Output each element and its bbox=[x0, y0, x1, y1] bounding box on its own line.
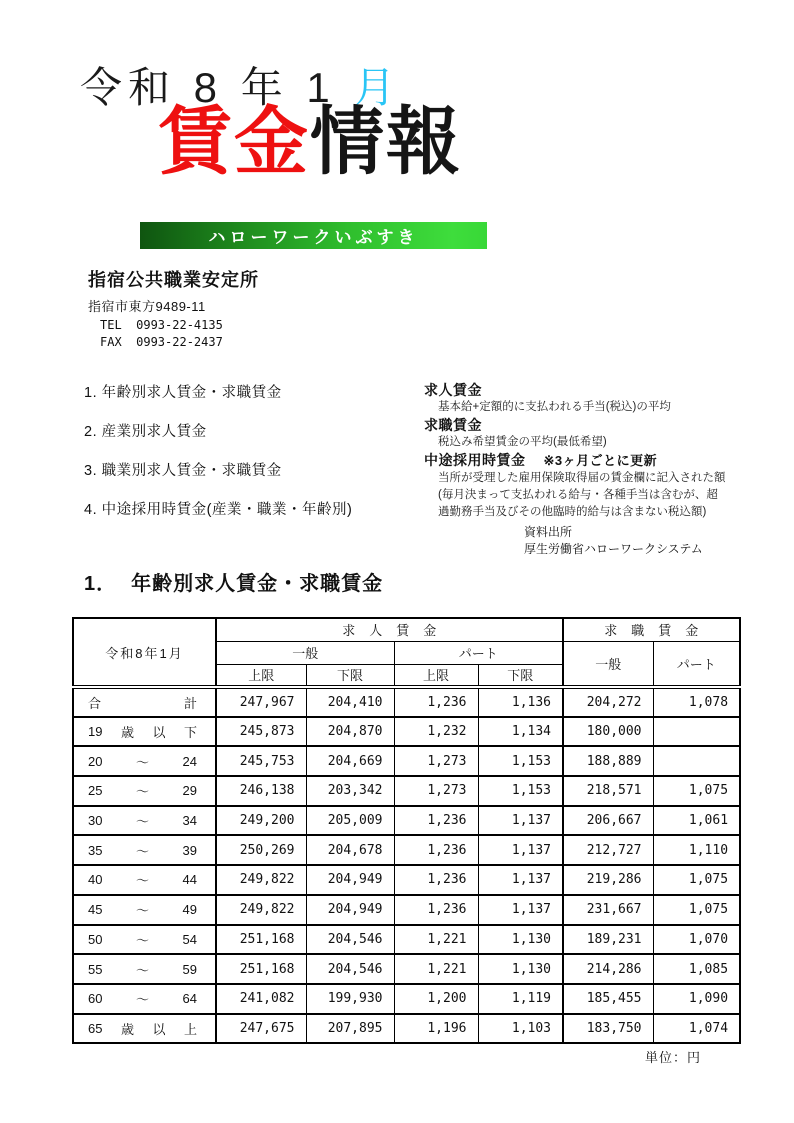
age-label bbox=[74, 989, 215, 1008]
wage-value-cell: 1,070 bbox=[653, 925, 740, 955]
age-label-part: 40 bbox=[88, 872, 103, 888]
wage-value-cell: 1,221 bbox=[394, 954, 478, 984]
wage-value-cell: 206,667 bbox=[563, 806, 653, 836]
age-label bbox=[74, 1019, 215, 1038]
wage-value-cell: 1,137 bbox=[478, 895, 563, 925]
header-seek-general: 一般 bbox=[563, 641, 653, 687]
wage-value-cell: 249,200 bbox=[216, 806, 306, 836]
age-label-part: 29 bbox=[182, 783, 197, 799]
age-label bbox=[74, 811, 215, 830]
wage-value-cell: 204,546 bbox=[306, 925, 394, 955]
glossary-desc-midcareer-3: 過勤務手当及びその他臨時的給与は含まない税込額) bbox=[438, 506, 707, 518]
age-label-part: 39 bbox=[182, 842, 197, 858]
table-row bbox=[73, 895, 740, 925]
table-row bbox=[73, 776, 740, 806]
wage-value-cell: 1,075 bbox=[653, 895, 740, 925]
age-label-part: ～ bbox=[135, 992, 149, 1008]
table-row bbox=[73, 984, 740, 1014]
age-label-part: 34 bbox=[182, 813, 197, 829]
age-label-cell bbox=[73, 1014, 216, 1044]
wage-value-cell: 1,130 bbox=[478, 954, 563, 984]
wage-value-cell: 203,342 bbox=[306, 776, 394, 806]
header-offer-general-upper: 上限 bbox=[216, 664, 306, 687]
page-title-wage: 賃金 bbox=[158, 100, 310, 183]
age-label-part: ～ bbox=[135, 932, 149, 948]
wage-value-cell: 1,137 bbox=[478, 806, 563, 836]
wage-value-cell: 1,153 bbox=[478, 746, 563, 776]
glossary bbox=[424, 381, 734, 521]
glossary-desc-job-offer-wage: 基本給+定額的に支払われる手当(税込)の平均 bbox=[438, 401, 671, 413]
office-info bbox=[88, 266, 259, 349]
header-offer-general-lower: 下限 bbox=[306, 664, 394, 687]
age-label-part: 44 bbox=[182, 872, 197, 888]
wage-value-cell: 1,236 bbox=[394, 895, 478, 925]
glossary-term-midcareer-note: ※3ヶ月ごとに更新 bbox=[543, 453, 658, 468]
wage-value-cell: 1,273 bbox=[394, 776, 478, 806]
table-row bbox=[73, 1014, 740, 1044]
age-label-cell bbox=[73, 717, 216, 747]
header-offer-part: パート bbox=[394, 641, 563, 664]
wage-value-cell: 1,085 bbox=[653, 954, 740, 984]
wage-value-cell: 245,753 bbox=[216, 746, 306, 776]
wage-value-cell: 204,272 bbox=[563, 687, 653, 717]
wage-value-cell: 1,103 bbox=[478, 1014, 563, 1044]
header-offer-general: 一般 bbox=[216, 641, 394, 664]
table-row bbox=[73, 687, 740, 717]
wage-value-cell: 204,546 bbox=[306, 954, 394, 984]
wage-value-cell: 245,873 bbox=[216, 717, 306, 747]
age-label-part: 55 bbox=[88, 961, 103, 977]
table-row bbox=[73, 925, 740, 955]
wage-value-cell: 231,667 bbox=[563, 895, 653, 925]
table-corner-date-cell: 令和8年1月 bbox=[73, 618, 216, 687]
page-title bbox=[158, 101, 462, 182]
wage-value-cell: 204,678 bbox=[306, 835, 394, 865]
age-label-part: 計 bbox=[183, 695, 197, 711]
age-label-part: 59 bbox=[182, 961, 197, 977]
office-name: 指宿公共職業安定所 bbox=[88, 270, 259, 290]
wage-value-cell: 1,236 bbox=[394, 806, 478, 836]
age-label bbox=[74, 781, 215, 800]
contents-item-3: 3. 職業別求人賃金・求職賃金 bbox=[84, 463, 282, 479]
wage-value-cell: 1,236 bbox=[394, 835, 478, 865]
data-source-label: 資料出所 bbox=[524, 525, 573, 539]
age-label bbox=[74, 693, 215, 712]
wage-value-cell: 204,949 bbox=[306, 865, 394, 895]
age-label bbox=[74, 722, 215, 741]
wage-value-cell: 212,727 bbox=[563, 835, 653, 865]
section1-title-text: 年齢別求人賃金・求職賃金 bbox=[131, 573, 384, 595]
wage-value-cell: 246,138 bbox=[216, 776, 306, 806]
age-label-part: 上 bbox=[183, 1021, 197, 1037]
age-label bbox=[74, 900, 215, 919]
wage-value-cell: 183,750 bbox=[563, 1014, 653, 1044]
age-label bbox=[74, 960, 215, 979]
wage-value-cell: 1,137 bbox=[478, 865, 563, 895]
section1-number: 1． bbox=[84, 573, 118, 595]
contents-item-2: 2. 産業別求人賃金 bbox=[84, 424, 207, 440]
contents-item-4: 4. 中途採用時賃金(産業・職業・年齢別) bbox=[84, 502, 353, 518]
age-label-part: 60 bbox=[88, 991, 103, 1007]
wage-value-cell: 204,669 bbox=[306, 746, 394, 776]
wage-value-cell: 1,196 bbox=[394, 1014, 478, 1044]
glossary-desc-midcareer-1: 当所が受理した雇用保険取得届の賃金欄に記入された額 bbox=[438, 472, 726, 484]
table-row bbox=[73, 835, 740, 865]
wage-value-cell: 189,231 bbox=[563, 925, 653, 955]
age-label-cell bbox=[73, 746, 216, 776]
wage-value-cell: 249,822 bbox=[216, 865, 306, 895]
wage-value-cell: 1,232 bbox=[394, 717, 478, 747]
wage-value-cell: 247,967 bbox=[216, 687, 306, 717]
glossary-desc-midcareer-2: (毎月決まって支払われる給与・各種手当は含むが、超 bbox=[438, 489, 718, 501]
wage-value-cell: 1,130 bbox=[478, 925, 563, 955]
wage-value-cell: 247,675 bbox=[216, 1014, 306, 1044]
wage-value-cell: 1,134 bbox=[478, 717, 563, 747]
age-label-cell bbox=[73, 806, 216, 836]
age-label-cell bbox=[73, 954, 216, 984]
contents-item-1: 1. 年齢別求人賃金・求職賃金 bbox=[84, 385, 282, 401]
wage-value-cell: 241,082 bbox=[216, 984, 306, 1014]
table-row bbox=[73, 865, 740, 895]
wage-value-cell: 188,889 bbox=[563, 746, 653, 776]
wage-value-cell: 1,221 bbox=[394, 925, 478, 955]
age-label-part: 49 bbox=[182, 902, 197, 918]
wage-value-cell: 199,930 bbox=[306, 984, 394, 1014]
wage-value-cell: 1,236 bbox=[394, 865, 478, 895]
wage-value-cell: 207,895 bbox=[306, 1014, 394, 1044]
glossary-term-midcareer-wage bbox=[424, 451, 734, 470]
wage-value-cell: 249,822 bbox=[216, 895, 306, 925]
wage-value-cell bbox=[653, 746, 740, 776]
age-label-part: ～ bbox=[135, 962, 149, 978]
age-label bbox=[74, 870, 215, 889]
table-row bbox=[73, 717, 740, 747]
wage-value-cell: 1,273 bbox=[394, 746, 478, 776]
age-label-part: 19 bbox=[88, 724, 103, 740]
section1-title bbox=[84, 567, 383, 596]
wage-value-cell: 1,153 bbox=[478, 776, 563, 806]
wage-value-cell: 1,119 bbox=[478, 984, 563, 1014]
hellowork-banner-label: ハローワークいぶすき bbox=[208, 228, 419, 247]
office-address: 指宿市東方9489-11 bbox=[88, 299, 206, 314]
office-fax: FAX 0993-22-2437 bbox=[100, 335, 223, 349]
header-seek-part: パート bbox=[653, 641, 740, 687]
age-label bbox=[74, 752, 215, 771]
table-row bbox=[73, 806, 740, 836]
wage-value-cell: 1,074 bbox=[653, 1014, 740, 1044]
wage-value-cell: 1,200 bbox=[394, 984, 478, 1014]
age-label bbox=[74, 930, 215, 949]
date-title-month: 月 bbox=[353, 64, 402, 111]
wage-value-cell: 1,075 bbox=[653, 865, 740, 895]
wage-value-cell: 1,075 bbox=[653, 776, 740, 806]
age-wage-table-header bbox=[73, 618, 740, 687]
age-label-part: ～ bbox=[135, 843, 149, 859]
age-label-part: 65 bbox=[88, 1020, 103, 1036]
wage-value-cell: 204,870 bbox=[306, 717, 394, 747]
wage-value-cell: 180,000 bbox=[563, 717, 653, 747]
header-offer-part-upper: 上限 bbox=[394, 664, 478, 687]
age-label-cell bbox=[73, 984, 216, 1014]
wage-value-cell: 219,286 bbox=[563, 865, 653, 895]
age-label-part: 歳 bbox=[120, 1021, 134, 1037]
age-label-cell bbox=[73, 925, 216, 955]
office-tel: TEL 0993-22-4135 bbox=[100, 318, 223, 332]
age-label-cell bbox=[73, 835, 216, 865]
date-title-text: 令和 8 年 1 bbox=[80, 64, 354, 111]
wage-value-cell: 1,137 bbox=[478, 835, 563, 865]
wage-value-cell: 205,009 bbox=[306, 806, 394, 836]
age-label-part: ～ bbox=[135, 814, 149, 830]
age-label-part: 以 bbox=[152, 725, 166, 741]
age-label-part: 45 bbox=[88, 902, 103, 918]
age-label-cell bbox=[73, 687, 216, 717]
wage-value-cell: 251,168 bbox=[216, 925, 306, 955]
age-label-part: 合 bbox=[88, 695, 102, 711]
age-label-part: 以 bbox=[152, 1021, 166, 1037]
glossary-desc-job-seek-wage: 税込み希望賃金の平均(最低希望) bbox=[438, 436, 607, 448]
age-label-part: 歳 bbox=[120, 725, 134, 741]
wage-value-cell: 218,571 bbox=[563, 776, 653, 806]
wage-value-cell: 1,061 bbox=[653, 806, 740, 836]
wage-value-cell: 1,136 bbox=[478, 687, 563, 717]
data-source-value: 厚生労働省ハローワークシステム bbox=[524, 541, 703, 556]
age-label-part: 30 bbox=[88, 813, 103, 829]
age-label-part: 54 bbox=[182, 931, 197, 947]
age-label-part: ～ bbox=[135, 903, 149, 919]
age-wage-table-body bbox=[73, 687, 740, 1043]
wage-value-cell: 204,410 bbox=[306, 687, 394, 717]
age-label-part: ～ bbox=[135, 873, 149, 889]
age-label-part: ～ bbox=[135, 784, 149, 800]
page-title-info: 情報 bbox=[310, 100, 462, 183]
age-label-part: ～ bbox=[135, 754, 149, 770]
table-row bbox=[73, 746, 740, 776]
wage-value-cell bbox=[653, 717, 740, 747]
unit-note: 単位：円 bbox=[644, 1050, 701, 1065]
hellowork-banner bbox=[140, 222, 487, 249]
table-row bbox=[73, 954, 740, 984]
header-offer-part-lower: 下限 bbox=[478, 664, 563, 687]
header-job-seek-wage-group: 求 職 賃 金 bbox=[563, 618, 740, 641]
age-label-part: 25 bbox=[88, 783, 103, 799]
age-label-cell bbox=[73, 776, 216, 806]
wage-value-cell: 185,455 bbox=[563, 984, 653, 1014]
wage-value-cell: 1,110 bbox=[653, 835, 740, 865]
wage-value-cell: 214,286 bbox=[563, 954, 653, 984]
glossary-term-job-offer-wage: 求人賃金 bbox=[424, 382, 482, 398]
contents-list bbox=[84, 381, 352, 537]
wage-value-cell: 1,078 bbox=[653, 687, 740, 717]
age-label-part: 35 bbox=[88, 842, 103, 858]
age-label-part: 24 bbox=[182, 753, 197, 769]
wage-value-cell: 1,090 bbox=[653, 984, 740, 1014]
age-label-part: 64 bbox=[182, 991, 197, 1007]
wage-value-cell: 250,269 bbox=[216, 835, 306, 865]
age-label bbox=[74, 841, 215, 860]
glossary-term-job-seek-wage: 求職賃金 bbox=[424, 417, 482, 433]
wage-value-cell: 251,168 bbox=[216, 954, 306, 984]
wage-value-cell: 1,236 bbox=[394, 687, 478, 717]
age-label-part: 20 bbox=[88, 753, 103, 769]
glossary-term-midcareer-label: 中途採用時賃金 bbox=[424, 452, 526, 468]
header-row-groups bbox=[73, 618, 740, 641]
age-label-part: 下 bbox=[183, 725, 197, 741]
age-label-cell bbox=[73, 865, 216, 895]
age-label-part: 50 bbox=[88, 931, 103, 947]
header-job-offer-wage-group: 求 人 賃 金 bbox=[216, 618, 563, 641]
age-label-cell bbox=[73, 895, 216, 925]
age-wage-table bbox=[72, 617, 741, 1044]
data-source bbox=[524, 524, 703, 557]
wage-value-cell: 204,949 bbox=[306, 895, 394, 925]
